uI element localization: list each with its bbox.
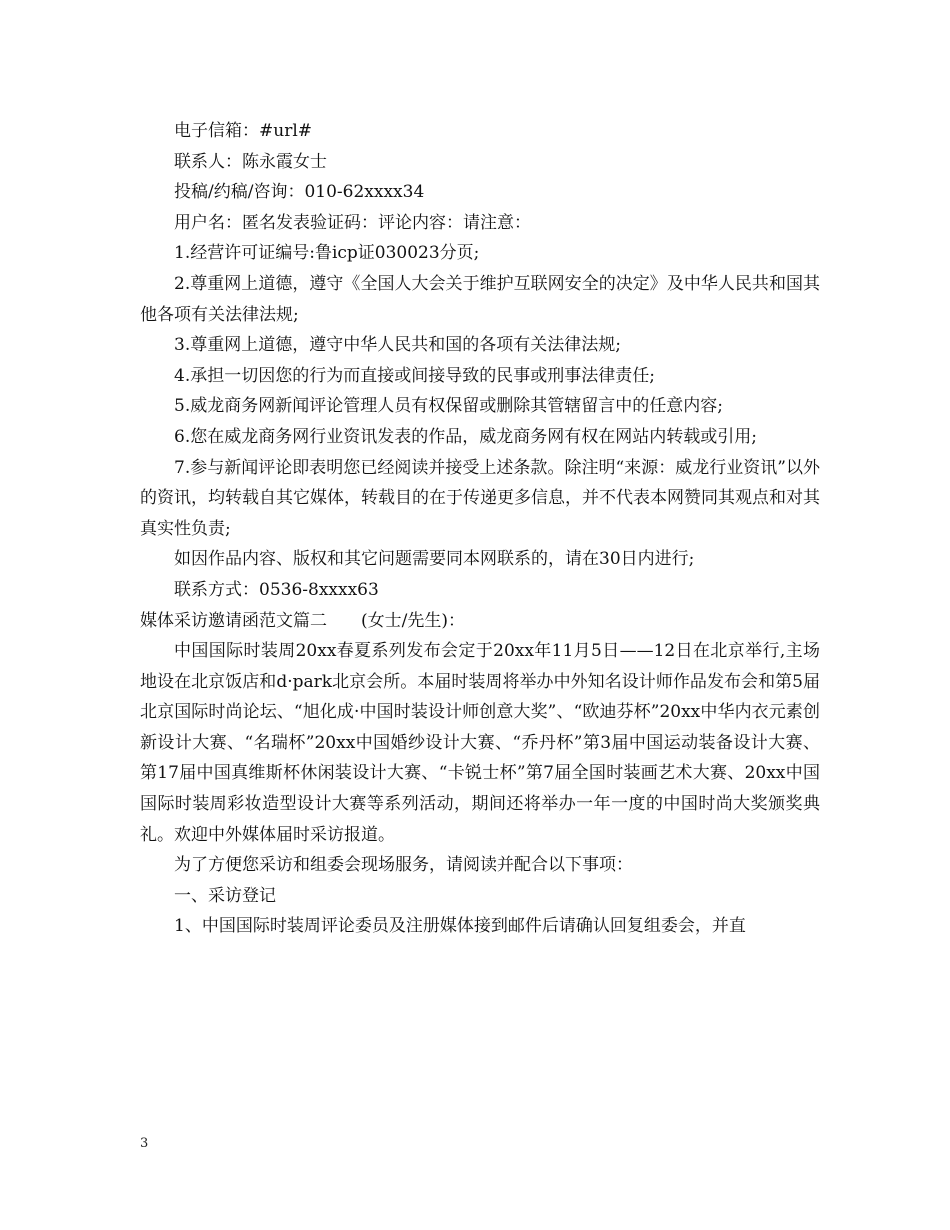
terms-item-7: 7.参与新闻评论即表明您已经阅读并接受上述条款。除注明“来源：威龙行业资讯”以外的资讯，均转载自其它媒体，转载目的在于传递更多信息，并不代表本网赞同其观点和对其真实性负责; (140, 457, 820, 539)
terms-item-1: 1.经营许可证编号:鲁icp证030023分页; (174, 243, 480, 264)
terms-item-5: 5.威龙商务网新闻评论管理人员有权保留或删除其管辖留言中的任意内容; (174, 396, 723, 417)
service-notice: 为了方便您采访和组委会现场服务，请阅读并配合以下事项： (174, 855, 633, 876)
contact-method-line: 联系方式：0536-8xxxx63 (174, 579, 379, 600)
document-body (140, 116, 820, 942)
registration-item-1: 1、中国国际时装周评论委员及注册媒体接到邮件后请确认回复组委会，并直 (174, 916, 746, 937)
submission-phone-line: 投稿/约稿/咨询：010-62xxxx34 (174, 182, 425, 203)
fashion-week-announcement: 中国国际时装周20xx春夏系列发布会定于20xx年11月5日——12日在北京举行,主场地设在北京饭店和d·park北京会所。本届时装周将举办中外知名设计师作品发布会和第5届北京国际时尚论坛、“旭化成·中国时装设计师创意大奖”、“欧迪芬杯”20xx中华内衣元素创新设计大赛、“名瑞杯”20xx中国婚纱设计大赛、“乔丹杯”第3届中国运动装备设计大赛、第17届中国真维斯杯休闲装设计大赛、“卡锐士杯”第7届全国时装画艺术大赛、20xx中国国际时装周彩妆造型设计大赛等系列活动，期间还将举办一年一度的中国时尚大奖颁奖典礼。欢迎中外媒体届时采访报道。 (140, 641, 820, 845)
email-line: 电子信箱：#url# (174, 121, 313, 141)
subsection-interview-registration: 一、采访登记 (174, 885, 276, 906)
contact-within-30-days: 如因作品内容、版权和其它问题需要同本网联系的，请在30日内进行; (174, 549, 695, 570)
terms-item-2: 2.尊重网上道德，遵守《全国人大会关于维护互联网安全的决定》及中华人民共和国其他各项有关法律法规; (140, 273, 820, 325)
terms-item-4: 4.承担一切因您的行为而直接或间接导致的民事或刑事法律责任; (174, 365, 655, 386)
contact-person-line: 联系人：陈永霞女士 (174, 151, 327, 172)
page-number: 3 (140, 1136, 149, 1151)
comment-form-note: 用户名：匿名发表验证码：评论内容：请注意： (174, 212, 531, 233)
terms-item-3: 3.尊重网上道德，遵守中华人民共和国的各项有关法律法规; (174, 335, 621, 356)
terms-item-6: 6.您在威龙商务网行业资讯发表的作品，威龙商务网有权在网站内转载或引用; (174, 426, 757, 447)
section-title-invitation-two: 媒体采访邀请函范文篇二 (女士/先生)： (140, 610, 465, 631)
